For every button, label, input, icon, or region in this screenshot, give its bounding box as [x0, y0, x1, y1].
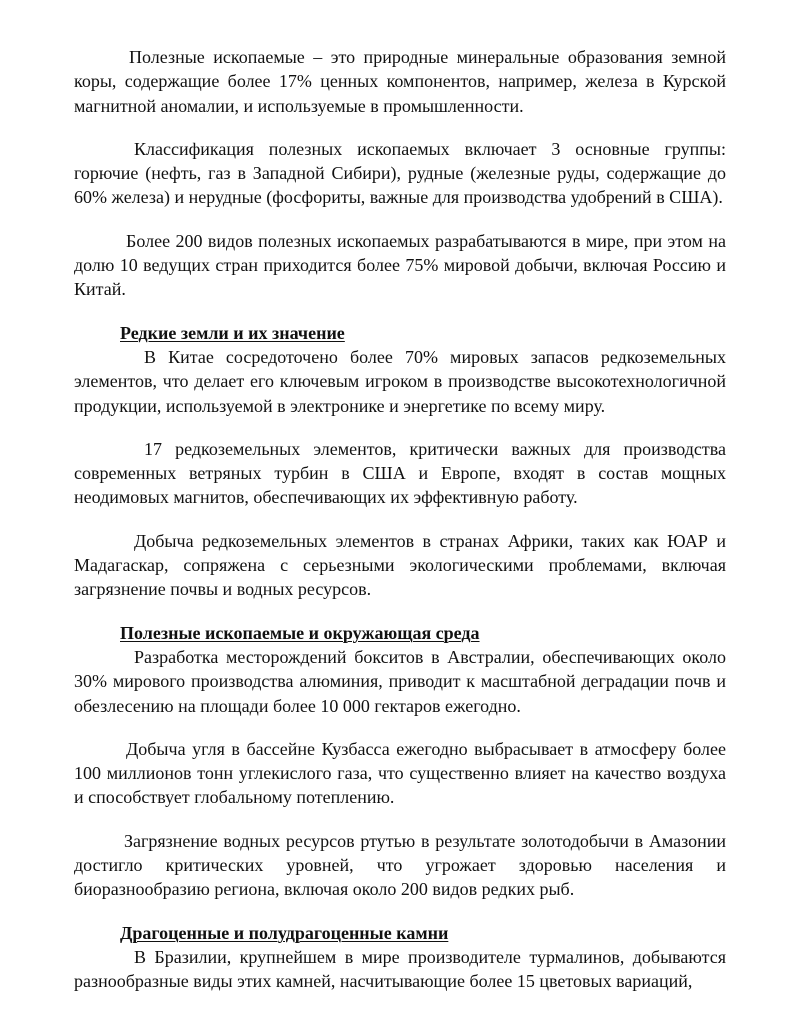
section-paragraph: Разработка месторождений бокситов в Австралии, обеспечивающих около 30% мирового производства алюминия, приводит к масштабной деградации почв и обезлесению на площади более 10 000 гектаров ежегодно.: [74, 646, 726, 716]
section-paragraph: В Бразилии, крупнейшем в мире производителе турмалинов, добываются разнообразные виды этих камней, насчитывающие более 15 цветовых вариаций,: [74, 946, 726, 992]
section-paragraph: 17 редкоземельных элементов, критически важных для производства современных ветряных турбин в США и Европе, входят в состав мощных неодимовых магнитов, обеспечивающих их эффективную работу.: [74, 438, 726, 508]
section-heading: Редкие земли и их значение: [120, 322, 345, 343]
intro-paragraph: Более 200 видов полезных ископаемых разрабатываются в мире, при этом на долю 10 ведущих стран приходится более 75% мировой добычи, включая Россию и Китай.: [74, 230, 726, 300]
section-heading: Драгоценные и полудрагоценные камни: [120, 922, 449, 943]
section-paragraph: В Китае сосредоточено более 70% мировых запасов редкоземельных элементов, что делает его ключевым игроком в производстве высокотехнологичной продукции, используемой в электронике и энергетике по всему миру.: [74, 346, 726, 416]
section-paragraph: Добыча редкоземельных элементов в странах Африки, таких как ЮАР и Мадагаскар, сопряжена с серьезными экологическими проблемами, включая загрязнение почвы и водных ресурсов.: [74, 530, 726, 600]
intro-paragraph: Полезные ископаемые – это природные минеральные образования земной коры, содержащие более 17% ценных компонентов, например, железа в Курской магнитной аномалии, и используемые в промышленности.: [74, 47, 726, 116]
document-page: [74, 45, 726, 994]
section-paragraph: Добыча угля в бассейне Кузбасса ежегодно выбрасывает в атмосферу более 100 миллионов тонн углекислого газа, что существенно влияет на качество воздуха и способствует глобальному потеплению.: [74, 738, 726, 808]
intro-paragraph: Классификация полезных ископаемых включает 3 основные группы: горючие (нефть, газ в Западной Сибири), рудные (железные руды, содержащие до 60% железа) и нерудные (фосфориты, важные для производства удобрений в США).: [74, 138, 726, 208]
section-heading: Полезные ископаемые и окружающая среда: [120, 622, 480, 643]
section-paragraph: Загрязнение водных ресурсов ртутью в результате золотодобычи в Амазонии достигло критических уровней, что угрожает здоровью населения и биоразнообразию региона, включая около 200 видов редких рыб.: [74, 830, 726, 900]
